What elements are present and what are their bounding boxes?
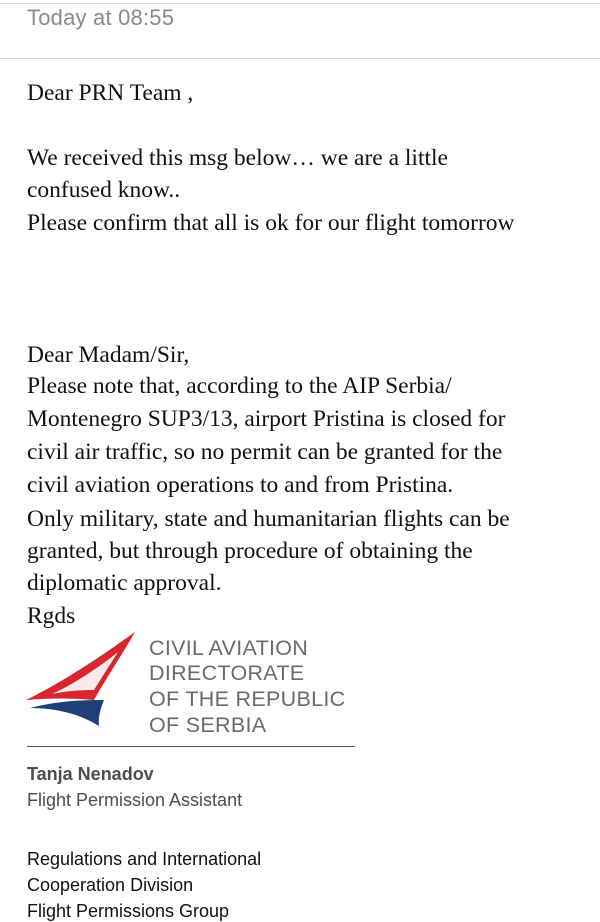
org-name-line-1: CIVIL AVIATION [149, 636, 309, 660]
header-divider [0, 58, 600, 59]
intro-line-3: Please confirm that all is ok for our flight tomorrow [27, 210, 515, 236]
top-divider [0, 3, 600, 4]
quoted-line-2: Montenegro SUP3/13, airport Pristina is closed for [27, 406, 506, 432]
quoted-line-3: civil air traffic, so no permit can be granted for the [27, 439, 503, 465]
org-name-line-4: OF SERBIA [149, 713, 267, 737]
quoted-line-1: Please note that, according to the AIP Serbia/ [27, 373, 452, 399]
message-timestamp: Today at 08:55 [27, 5, 175, 30]
quoted-line-7: diplomatic approval. [27, 570, 222, 596]
signature-title: Flight Permission Assistant [27, 790, 243, 810]
org-name-line-3: OF THE REPUBLIC [149, 687, 346, 711]
quoted-line-5: Only military, state and humanitarian flights can be [27, 506, 510, 532]
org-name-line-2: DIRECTORATE [149, 661, 305, 685]
greeting: Dear PRN Team , [27, 80, 194, 106]
division-line-2: Cooperation Division [27, 875, 194, 895]
intro-line-2: confused know.. [27, 177, 181, 203]
division-line-1: Regulations and International [27, 849, 262, 869]
signature-name: Tanja Nenadov [27, 764, 154, 784]
aviation-directorate-logo-icon [22, 628, 140, 728]
quoted-closing: Rgds [27, 603, 76, 629]
quoted-line-6: granted, but through procedure of obtaining the [27, 538, 473, 564]
signature-divider [27, 746, 355, 747]
intro-line-1: We received this msg below… we are a little [27, 145, 448, 171]
quoted-line-4: civil aviation operations to and from Pristina. [27, 472, 454, 498]
quoted-salutation: Dear Madam/Sir, [27, 342, 190, 368]
division-line-3: Flight Permissions Group [27, 901, 230, 921]
